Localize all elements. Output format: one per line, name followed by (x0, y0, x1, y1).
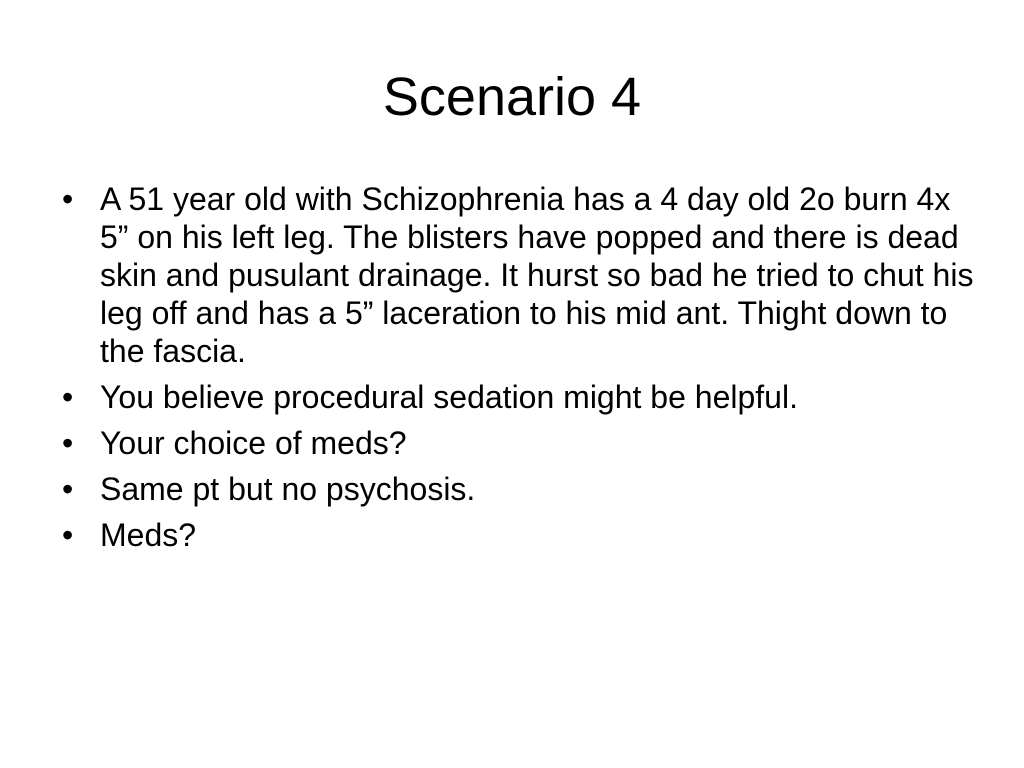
bullet-item (58, 378, 978, 416)
bullet-text: A 51 year old with Schizophrenia has a 4 day old 2o burn 4x 5” on his left leg. The blisters have popped and there is dead skin and pusulant drainage. It hurst so bad he tried to chut his leg off and has a 5” laceration to his mid ant. Thight down to the fascia. (100, 181, 974, 369)
bullet-text: Your choice of meds? (100, 425, 407, 461)
bullet-marker: • (62, 379, 74, 415)
bullet-marker: • (62, 181, 74, 217)
bullet-text: Same pt but no psychosis. (100, 471, 476, 507)
bullet-item (58, 470, 978, 508)
bullet-item (58, 516, 978, 554)
bullet-text: Meds? (100, 517, 197, 553)
bullet-marker: • (62, 517, 74, 553)
bullet-list (58, 180, 978, 562)
bullet-marker: • (62, 425, 74, 461)
bullet-item (58, 180, 978, 370)
slide-title: Scenario 4 (382, 67, 642, 127)
bullet-item (58, 424, 978, 462)
bullet-marker: • (62, 471, 74, 507)
bullet-text: You believe procedural sedation might be helpful. (100, 379, 798, 415)
